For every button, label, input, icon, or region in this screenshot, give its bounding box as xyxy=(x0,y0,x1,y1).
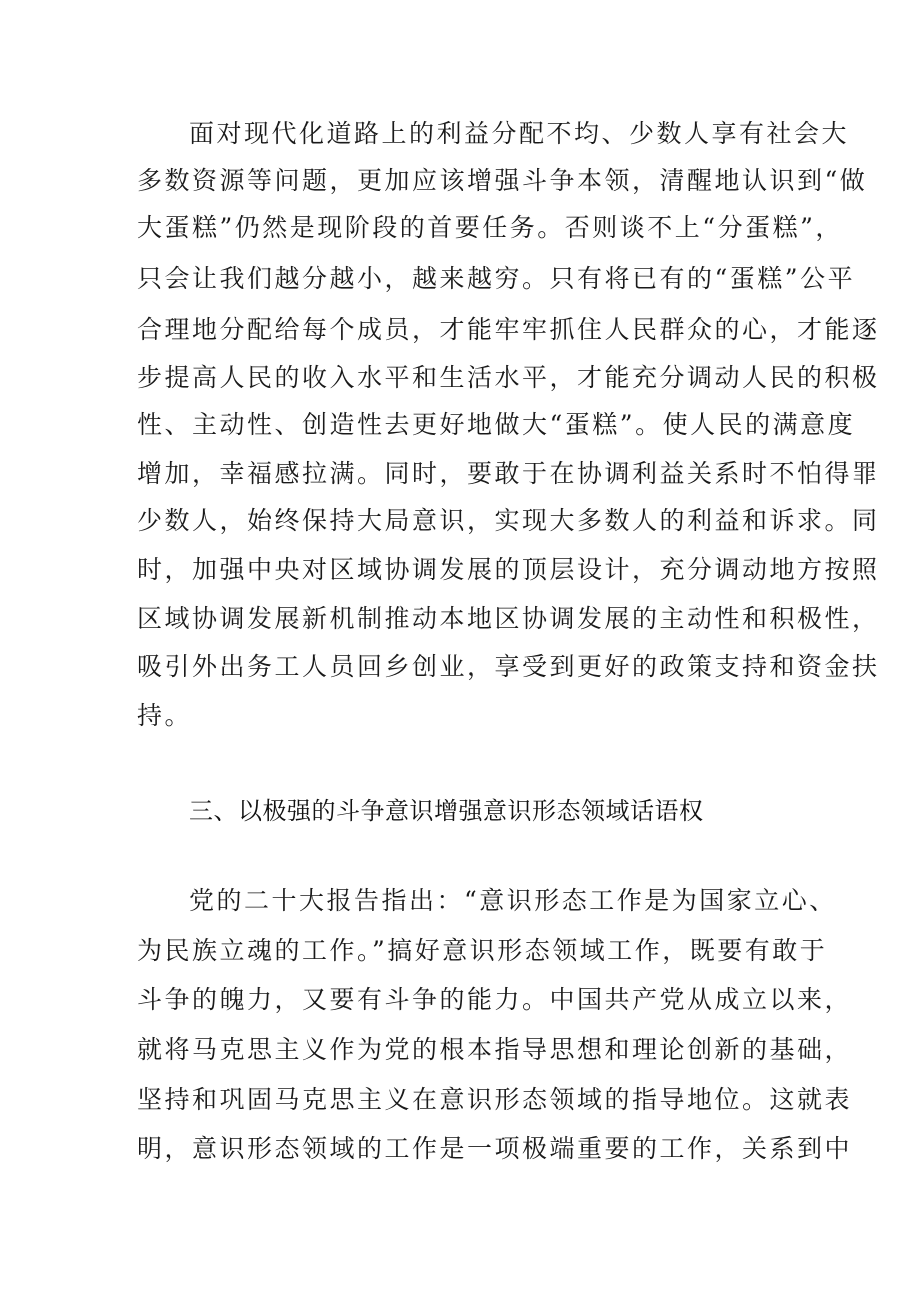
section-heading: 三、以极强的斗争意识增强意识形态领域话语权 xyxy=(189,797,704,825)
paragraph-1-line: 面对现代化道路上的利益分配不均、少数人享有社会大 xyxy=(189,119,850,148)
paragraph-1-line: 时，加强中央对区域协调发展的顶层设计，充分调动地方按照 xyxy=(137,555,880,584)
paragraph-2-line: 坚持和巩固马克思主义在意识形态领域的指导地位。这就表 xyxy=(137,1085,853,1114)
paragraph-2-line: 就将马克思主义作为党的根本指导思想和理论创新的基础， xyxy=(137,1035,853,1064)
paragraph-1-line: 持。 xyxy=(137,701,193,730)
paragraph-2-line: 为民族立魂的工作。”搞好意识形态领域工作，既要有敢于 xyxy=(137,936,828,965)
paragraph-2-line: 明，意识形态领域的工作是一项极端重要的工作，关系到中 xyxy=(137,1134,853,1163)
paragraph-1-line: 区域协调发展新机制推动本地区协调发展的主动性和积极性， xyxy=(137,604,880,633)
paragraph-1-line: 多数资源等问题，更加应该增强斗争本领，清醒地认识到“做 xyxy=(137,166,868,195)
paragraph-2-line: 党的二十大报告指出：“意识形态工作是为国家立心、 xyxy=(189,886,837,915)
paragraph-1-line: 步提高人民的收入水平和生活水平，才能充分调动人民的积极 xyxy=(137,363,880,392)
paragraph-1-line: 合理地分配给每个成员，才能牢牢抓住人民群众的心，才能逐 xyxy=(137,315,880,344)
paragraph-2-line: 斗争的魄力，又要有斗争的能力。中国共产党从成立以来， xyxy=(137,985,853,1014)
paragraph-1-line: 只会让我们越分越小，越来越穷。只有将已有的“蛋糕”公平 xyxy=(137,264,856,293)
paragraph-1-line: 少数人，始终保持大局意识，实现大多数人的利益和诉求。同 xyxy=(137,506,880,535)
paragraph-1-line: 吸引外出务工人员回乡创业，享受到更好的政策支持和资金扶 xyxy=(137,652,880,681)
paragraph-1-line: 大蛋糕”仍然是现阶段的首要任务。否则谈不上“分蛋糕”， xyxy=(137,213,843,242)
paragraph-1-line: 性、主动性、创造性去更好地做大“蛋糕”。使人民的满意度 xyxy=(137,410,856,439)
paragraph-1-line: 增加，幸福感拉满。同时，要敢于在协调利益关系时不怕得罪 xyxy=(137,459,880,488)
